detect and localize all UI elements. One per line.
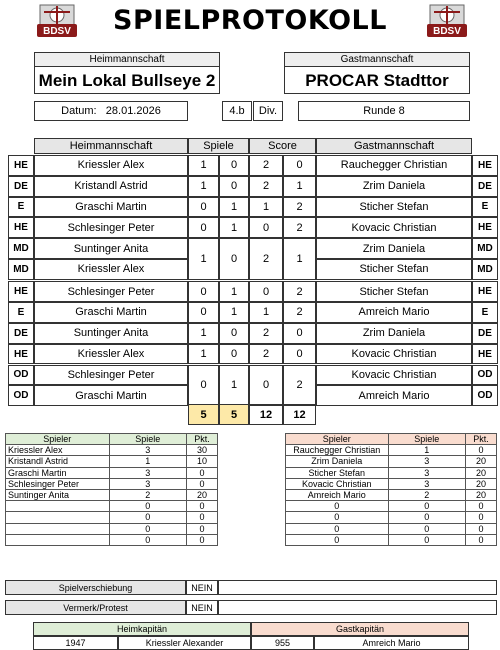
guest-stats-row [286,534,497,545]
division-label: Div. [253,101,283,121]
home-player: Kristandl Astrid [34,176,188,197]
home-games-won: 0 [188,302,219,323]
stat-player [6,534,110,545]
stat-points: 10 [187,456,218,467]
home-legs-score: 0 [249,365,283,407]
guest-legs-score: 2 [283,302,316,323]
guest-games-won: 0 [219,176,249,197]
stat-games: 0 [109,512,187,523]
guest-player: Kovacic Christian [316,365,472,386]
stat-games: 0 [388,512,466,523]
home-legs-score: 2 [249,238,283,280]
date-value: 28.01.2026 [105,105,161,117]
home-stats-row [6,512,218,523]
stat-player: Kovacic Christian [286,478,389,489]
home-legs-score: 2 [249,176,283,197]
game-type-code: OD [472,385,498,406]
guest-player: Zrim Daniela [316,238,472,259]
stat-games: 0 [388,534,466,545]
stat-points: 20 [466,478,497,489]
home-legs-score: 2 [249,323,283,344]
stat-player: Kristandl Astrid [6,456,110,467]
home-player: Suntinger Anita [34,238,188,259]
home-stats-row [6,456,218,467]
home-captain-name: Kriessler Alexander [118,636,251,650]
home-player: Graschi Martin [34,385,188,406]
stats-col-games: Spiele [109,434,187,445]
protest-label: Vermerk/Protest [5,600,186,615]
guest-stats-row [286,478,497,489]
stat-games: 0 [388,501,466,512]
game-type-code: OD [8,385,34,406]
home-legs-score: 0 [249,281,283,302]
guest-legs-score: 0 [283,344,316,365]
division-value: 4.b [222,101,252,121]
stat-player: Sticher Stefan [286,467,389,478]
guest-games-won: 0 [219,344,249,365]
game-type-code: DE [8,323,34,344]
stat-player: Graschi Martin [6,467,110,478]
guest-stats-row [286,501,497,512]
guest-legs-score: 1 [283,238,316,280]
stats-col-games: Spiele [388,434,466,445]
stat-player [6,523,110,534]
guest-games-won: 0 [219,238,249,280]
guest-player: Sticher Stefan [316,197,472,218]
game-type-code: HE [472,281,498,302]
date-field [34,101,188,121]
home-stats-row [6,467,218,478]
guest-player: Sticher Stefan [316,281,472,302]
stat-points: 0 [466,501,497,512]
home-games-won: 1 [188,344,219,365]
stat-player: Rauchegger Christian [286,445,389,456]
home-games-won: 1 [188,323,219,344]
guest-team-box [284,52,470,94]
game-type-code: DE [8,176,34,197]
guest-player: Rauchegger Christian [316,155,472,176]
home-stats-row [6,534,218,545]
home-player: Kriessler Alex [34,155,188,176]
col-header-guest: Gastmannschaft [316,138,472,154]
guest-legs-score: 2 [283,365,316,407]
home-player: Schlesinger Peter [34,281,188,302]
total-score-guest: 12 [283,404,316,425]
page-title: SPIELPROTOKOLL [113,5,387,36]
guest-games-won: 0 [219,323,249,344]
game-type-code: E [472,302,498,323]
stat-games: 3 [109,445,187,456]
stats-col-points: Pkt. [187,434,218,445]
total-score-home: 12 [249,404,283,425]
home-games-won: 0 [188,281,219,302]
stat-games: 1 [109,456,187,467]
svg-text:BDSV: BDSV [433,26,461,37]
stat-points: 0 [187,523,218,534]
total-games-home: 5 [188,404,219,425]
stat-points: 0 [466,445,497,456]
home-player: Kriessler Alex [34,344,188,365]
guest-stats-row [286,523,497,534]
home-player: Graschi Martin [34,302,188,323]
game-type-code: MD [8,259,34,280]
guest-player: Zrim Daniela [316,323,472,344]
home-games-won: 1 [188,155,219,176]
stat-games: 0 [109,501,187,512]
guest-team-label: Gastmannschaft [285,53,469,67]
round-field: Runde 8 [298,101,470,121]
col-header-games: Spiele [188,138,249,154]
svg-text:BDSV: BDSV [43,26,71,37]
home-captain-id: 1947 [33,636,118,650]
home-stats-row [6,478,218,489]
game-type-code: E [8,197,34,218]
guest-captain-name: Amreich Mario [314,636,469,650]
game-type-code: HE [472,344,498,365]
postponement-note-field [218,580,497,595]
home-stats-row [6,501,218,512]
game-type-code: DE [472,323,498,344]
total-games-guest: 5 [219,404,249,425]
home-player: Schlesinger Peter [34,365,188,386]
stat-points: 0 [466,512,497,523]
stat-points: 20 [466,489,497,500]
home-player-stats [5,433,218,546]
stat-games: 3 [109,467,187,478]
game-type-code: HE [8,281,34,302]
guest-player: Zrim Daniela [316,176,472,197]
stat-player: Kriessler Alex [6,445,110,456]
stat-points: 0 [187,512,218,523]
col-header-home: Heimmannschaft [34,138,188,154]
game-type-code: HE [472,217,498,238]
guest-stats-header [286,434,497,445]
stat-points: 20 [466,467,497,478]
home-legs-score: 2 [249,155,283,176]
home-player: Graschi Martin [34,197,188,218]
game-type-code: HE [8,217,34,238]
home-stats-row [6,489,218,500]
stat-points: 0 [466,523,497,534]
home-player: Kriessler Alex [34,259,188,280]
stat-points: 0 [187,467,218,478]
col-header-score: Score [249,138,316,154]
guest-games-won: 1 [219,281,249,302]
protest-value: NEIN [186,600,218,615]
postponement-value: NEIN [186,580,218,595]
guest-legs-score: 0 [283,323,316,344]
home-team-name: Mein Lokal Bullseye 2 [38,71,216,90]
guest-player: Kovacic Christian [316,217,472,238]
guest-team-name: PROCAR Stadttor [305,71,449,90]
guest-stats-row [286,512,497,523]
stat-player: Suntinger Anita [6,489,110,500]
stat-points: 0 [187,534,218,545]
date-label: Datum: [61,105,97,117]
game-type-code: MD [472,259,498,280]
game-type-code: OD [8,365,34,386]
game-type-code: DE [472,176,498,197]
stat-games: 3 [109,478,187,489]
stat-games: 2 [109,489,187,500]
home-player: Suntinger Anita [34,323,188,344]
stat-games: 0 [388,523,466,534]
stat-player [6,501,110,512]
guest-legs-score: 2 [283,197,316,218]
guest-games-won: 1 [219,365,249,407]
guest-games-won: 1 [219,302,249,323]
guest-captain-id: 955 [251,636,314,650]
game-type-code: OD [472,365,498,386]
guest-stats-row [286,467,497,478]
guest-player: Sticher Stefan [316,259,472,280]
guest-player: Kovacic Christian [316,344,472,365]
stat-games: 0 [109,534,187,545]
guest-player: Amreich Mario [316,385,472,406]
guest-legs-score: 2 [283,217,316,238]
home-games-won: 1 [188,176,219,197]
home-player: Schlesinger Peter [34,217,188,238]
home-games-won: 0 [188,217,219,238]
stat-games: 0 [109,523,187,534]
guest-legs-score: 2 [283,281,316,302]
home-stats-row [6,445,218,456]
protest-note-field [218,600,497,615]
stat-player [6,512,110,523]
game-type-code: HE [472,155,498,176]
stat-player: 0 [286,512,389,523]
home-legs-score: 1 [249,302,283,323]
stat-player: 0 [286,534,389,545]
guest-captain-label: Gastkapitän [251,622,469,636]
stat-points: 30 [187,445,218,456]
guest-stats-row [286,445,497,456]
guest-legs-score: 1 [283,176,316,197]
home-legs-score: 1 [249,197,283,218]
guest-stats-row [286,456,497,467]
stat-player: Schlesinger Peter [6,478,110,489]
home-legs-score: 2 [249,344,283,365]
stat-points: 20 [187,489,218,500]
home-captain-label: Heimkapitän [33,622,251,636]
guest-player-stats [285,433,497,546]
home-stats-row [6,523,218,534]
game-type-code: E [472,197,498,218]
guest-games-won: 1 [219,197,249,218]
home-team-label: Heimmannschaft [35,53,219,67]
stat-points: 0 [466,534,497,545]
guest-games-won: 1 [219,217,249,238]
guest-games-won: 0 [219,155,249,176]
stat-games: 3 [388,478,466,489]
stat-player: Zrim Daniela [286,456,389,467]
guest-stats-row [286,489,497,500]
stats-col-player: Spieler [6,434,110,445]
stat-points: 20 [466,456,497,467]
stat-player: Amreich Mario [286,489,389,500]
stats-col-player: Spieler [286,434,389,445]
game-type-code: HE [8,344,34,365]
guest-player: Amreich Mario [316,302,472,323]
stat-games: 1 [388,445,466,456]
stat-points: 0 [187,501,218,512]
stat-games: 3 [388,456,466,467]
game-type-code: MD [472,238,498,259]
stat-player: 0 [286,523,389,534]
game-type-code: E [8,302,34,323]
game-type-code: MD [8,238,34,259]
stat-games: 2 [388,489,466,500]
stat-points: 0 [187,478,218,489]
home-team-box [34,52,220,94]
stat-player: 0 [286,501,389,512]
stat-games: 3 [388,467,466,478]
postponement-label: Spielverschiebung [5,580,186,595]
home-games-won: 0 [188,365,219,407]
home-games-won: 1 [188,238,219,280]
stats-col-points: Pkt. [466,434,497,445]
guest-legs-score: 0 [283,155,316,176]
home-stats-header [6,434,218,445]
game-type-code: HE [8,155,34,176]
home-games-won: 0 [188,197,219,218]
home-legs-score: 0 [249,217,283,238]
